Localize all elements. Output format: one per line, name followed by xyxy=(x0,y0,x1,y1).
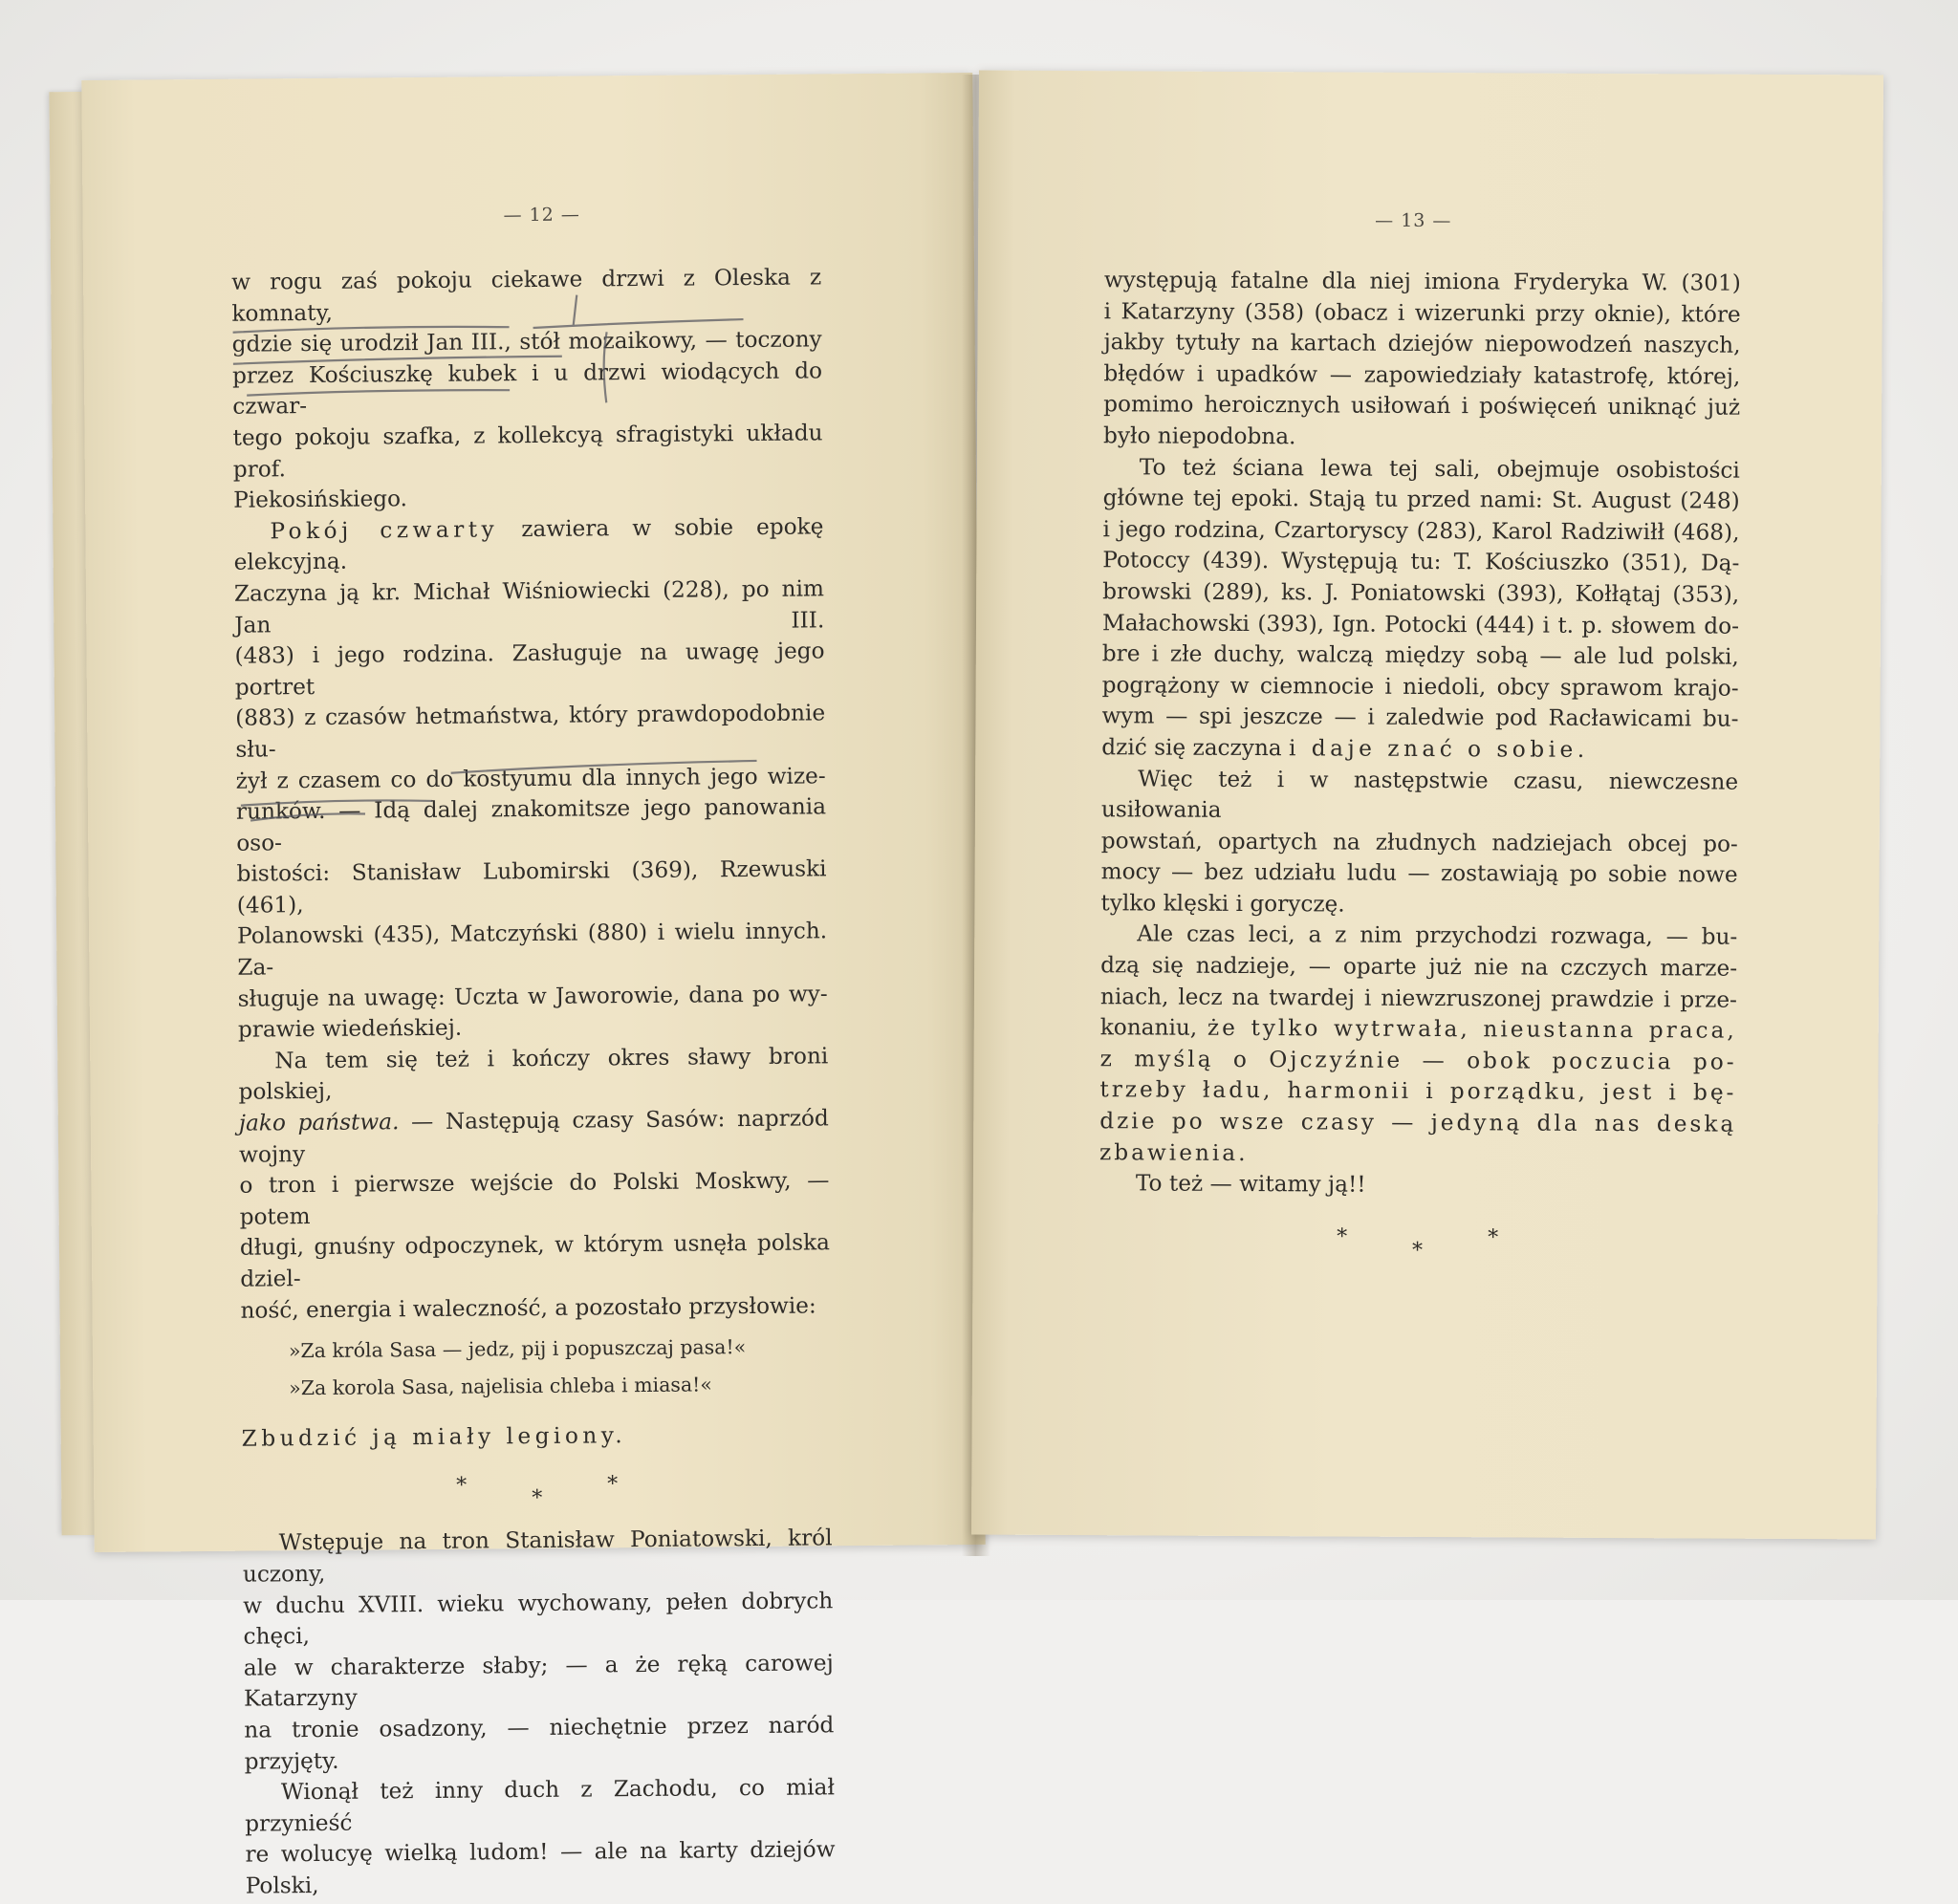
text-line: Ale czas leci, a z nim przychodzi rozwaga, — bu- xyxy=(1137,920,1738,951)
text-line: o tron i pierwsze wejście do Polski Moskwy, — potem xyxy=(239,1167,830,1230)
text-line: jakby tytuły na kartach dziejów niepowodzeń naszych, xyxy=(1103,329,1741,358)
text-line: bre i złe duchy, walczą między sobą — ale lud polski, xyxy=(1101,640,1739,670)
pencil-tick xyxy=(573,295,577,327)
text-line: pomimo heroicznych usiłowań i poświęceń uniknąć już xyxy=(1103,391,1741,422)
text-line: Piekosińskiego. xyxy=(233,486,408,513)
star-ornament: * xyxy=(532,1485,608,1510)
text-line: re wolucyę wielką ludom! — ale na karty dziejów Polski, xyxy=(245,1836,836,1899)
text-line: w duchu XVIII. wieku wychowany, pełen dobrych chęci, xyxy=(243,1587,834,1650)
spaced-sentence: Zbudzić ją miały legiony. xyxy=(241,1422,627,1452)
text-line: i Katarzyny (358) (obacz i wizerunki przy oknie), które xyxy=(1103,297,1741,328)
star-ornament: * xyxy=(1488,1225,1564,1250)
spaced-line: dzie po wsze czasy — jedyną dla nas deską xyxy=(1099,1108,1737,1137)
text-line: ność, energia i waleczność, a pozostało przysłowie: xyxy=(240,1292,816,1324)
text-line: Małachowski (393), Ign. Potocki (444) i t. p. słowem do- xyxy=(1101,609,1740,639)
pencil-underline xyxy=(233,357,562,364)
text-line: mocy — bez udziału ludu — zostawiają po sobie nowe xyxy=(1100,858,1738,888)
text-line: długi, gnuśny odpoczynek, w którym usnęła polska dziel- xyxy=(239,1229,831,1292)
text-line: gdzie się urodził Jan III., stół mozaikowy, — toczony xyxy=(231,326,822,357)
text-line: Wstępuje na tron Stanisław Poniatowski, król uczony, xyxy=(242,1525,833,1588)
text-line xyxy=(1100,1012,1737,1047)
right-page-text xyxy=(1099,265,1741,1280)
text-line: główne tej epoki. Stają tu przed nami: St. August (248) xyxy=(1102,485,1740,514)
pencil-annotations xyxy=(81,73,985,1552)
left-page xyxy=(81,73,985,1899)
text-line: (483) i jego rodzina. Zasługuje na uwagę jego portret xyxy=(234,638,825,701)
text-line: browski (289), ks. J. Poniatowski (393), Kołłątaj (353), xyxy=(1102,578,1740,608)
proverb-line-2: »Za korola Sasa, najelisia chleba i miasa!« xyxy=(289,1373,712,1400)
text-line: występują fatalne dla niej imiona Fryderyka W. (301) xyxy=(1103,267,1741,296)
text-line: ale w charakterze słaby; — a że ręką carowej Katarzyny xyxy=(243,1650,834,1713)
text-span: — Następują czasy Sasów: naprzód wojny xyxy=(238,1105,829,1168)
spaced-line: z myślą o Ojczyźnie — obok poczucia po- xyxy=(1099,1046,1737,1075)
spaced-phrase: że tylko wytrwała, nieustanna praca, xyxy=(1207,1015,1737,1044)
text-line: w rogu zaś pokoju ciekawe drzwi z Oleska z komnaty, xyxy=(231,264,822,327)
spaced-heading: Pokój czwarty xyxy=(270,516,499,545)
text-line: Potoccy (439). Występują tu: T. Kościuszko (351), Dą- xyxy=(1102,547,1740,577)
text-line: bistości: Stanisław Lubomirski (369), Rzewuski (461), xyxy=(236,855,827,919)
pencil-underline xyxy=(533,319,744,328)
section-break-stars xyxy=(1099,1221,1736,1264)
text-line: Zaczyna ją kr. Michał Wiśniowiecki (228), po nim Jan III. xyxy=(233,575,825,638)
pencil-underline xyxy=(250,813,365,820)
text-line: Więc też i w następstwie czasu, niewczesne usiłowania xyxy=(1100,765,1739,823)
text-line: runków. — Idą dalej znakomitsze jego panowania oso- xyxy=(235,793,827,856)
right-page-number: — 13 — xyxy=(1375,209,1452,232)
left-page-number: — 12 — xyxy=(503,204,580,227)
text-line: To też ściana lewa tej sali, obejmuje osobistości xyxy=(1139,453,1740,484)
text-line: (883) z czasów hetmaństwa, który prawdopodobnie słu- xyxy=(235,700,826,763)
star-ornament: * xyxy=(1411,1238,1489,1264)
text-line: sługuje na uwagę: Uczta w Jaworowie, dana po wy- xyxy=(237,980,828,1012)
text-line: Polanowski (435), Matczyński (880) i wielu innych. Za- xyxy=(237,918,828,981)
pencil-underline xyxy=(247,390,510,396)
text-line: To też — witamy ją!! xyxy=(1135,1170,1366,1198)
star-ornament: * xyxy=(456,1472,533,1498)
text-line: Na tem się też i kończy okres sławy broni polskiej, xyxy=(238,1043,829,1106)
spaced-phrase: i daje znać o sobie. xyxy=(1288,735,1589,763)
text-line: żył z czasem co do kostyumu dla innych jego wize- xyxy=(235,762,826,794)
text-line: wym — spi jeszcze — i zaledwie pod Racławicami bu- xyxy=(1101,703,1739,733)
spaced-line: trzeby ładu, harmonii i porządku, jest i bę- xyxy=(1099,1076,1737,1107)
text-line: i jego rodzina, Czartoryscy (283), Karol Radziwiłł (468), xyxy=(1102,515,1740,546)
text-line: przez Kościuszkę kubek i u drzwi wiodących do czwar- xyxy=(231,357,823,421)
text-line: dzą się nadzieje, — oparte już nie na czczych marze- xyxy=(1100,952,1738,982)
text-line: niach, lecz na twardej i niewzruszonej prawdzie i prze- xyxy=(1099,983,1738,1013)
text-line: Wionął też inny duch z Zachodu, co miał przynieść xyxy=(245,1774,836,1837)
text-line: pogrążony w ciemnocie i niedoli, obcy sprawom krajo- xyxy=(1101,671,1739,702)
right-page xyxy=(971,71,1883,1540)
text-line: na tronie osadzony, — niechętnie przez naród przyjęty. xyxy=(244,1712,835,1775)
proverb-line-1: »Za króla Sasa — jedz, pij i popuszczaj pasa!« xyxy=(288,1335,747,1363)
star-ornament: * xyxy=(1337,1224,1413,1249)
text-line: było niepodobna. xyxy=(1102,422,1296,450)
text-line: błędów i upadków — zapowiedziały katastrofę, której, xyxy=(1103,360,1741,390)
pencil-vertical-mark xyxy=(603,332,607,402)
text-line xyxy=(1101,732,1738,767)
text-span: zawiera w sobie epokę elekcyjną. xyxy=(233,513,824,576)
text-span: konaniu, xyxy=(1099,1014,1198,1041)
text-line: powstań, opartych na złudnych nadziejach obcej po- xyxy=(1100,827,1738,857)
spaced-line: zbawienia. xyxy=(1099,1138,1249,1166)
pencil-underline xyxy=(233,326,510,333)
text-line: prawie wiedeńskiej. xyxy=(237,1014,463,1043)
text-span: dzić się zaczyna xyxy=(1101,734,1282,762)
italic-phrase: jako państwa. xyxy=(238,1109,400,1136)
pencil-underline xyxy=(241,800,432,806)
text-line: tylko klęski i goryczę. xyxy=(1100,890,1345,918)
text-line: tego pokoju szafka, z kollekcyą sfragistyki układu prof. xyxy=(232,420,823,483)
star-ornament: * xyxy=(607,1471,684,1497)
pencil-underline xyxy=(451,761,757,773)
